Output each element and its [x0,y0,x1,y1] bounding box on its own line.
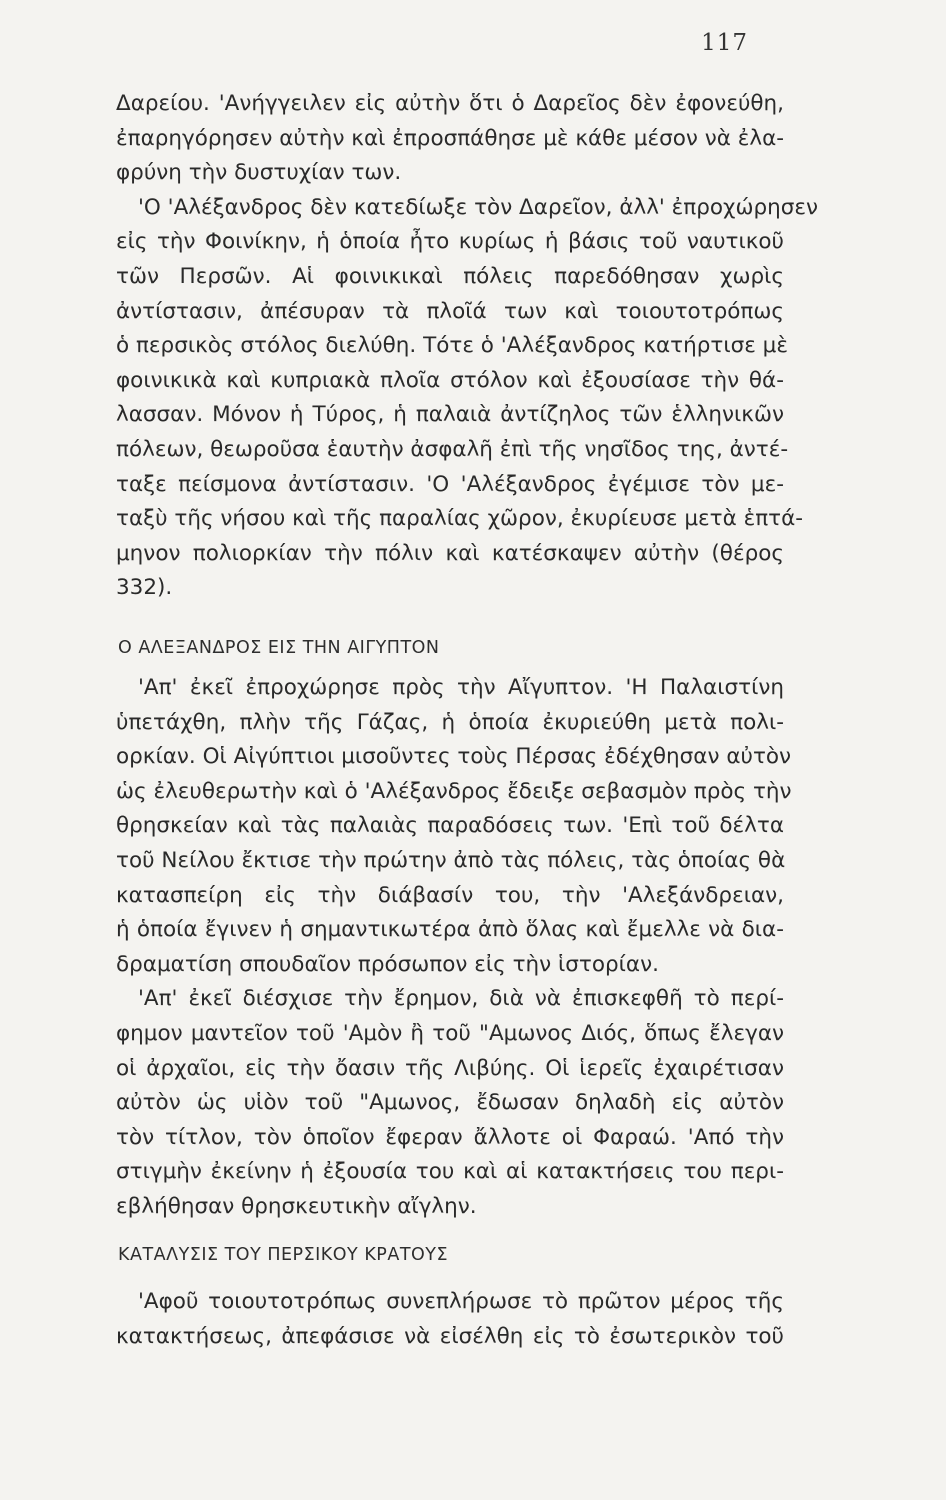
text-line: εἰς τὴν Φοινίκην, ἡ ὁποία ἦτο κυρίως ἡ βάσις τοῦ ναυτικοῦ [116,229,784,255]
text-line: ορκίαν. Οἱ Αἰγύπτιοι μισοῦντες τοὺς Πέρσας ἐδέχθησαν αὐτὸν [116,744,792,770]
text-line: κατασπείρη εἰς τὴν διάβασίν του, τὴν 'Αλεξάνδρειαν, [116,882,784,908]
text-line: ἀντίστασιν, ἀπέσυραν τὰ πλοῖά των καὶ τοιουτοτρόπως [116,298,784,324]
text-line: φημον μαντεῖον τοῦ 'Αμὸν ἢ τοῦ "Αμωνος Διός, ὅπως ἔλεγαν [116,1020,784,1046]
text-line: δραματίση σπουδαῖον πρόσωπον εἰς τὴν ἱστορίαν. [116,951,659,977]
text-line: κατακτήσεως, ἀπεφάσισε νὰ εἰσέλθη εἰς τὸ ἐσωτερικὸν τοῦ [116,1323,784,1349]
paragraph-block-1 [116,87,819,606]
text-line: λασσαν. Μόνον ἡ Τύρος, ἡ παλαιὰ ἀντίζηλος τῶν ἑλληνικῶν [116,402,784,428]
section-heading-persian-fall: ΚΑΤΑΛΥΣΙΣ ΤΟΥ ΠΕΡΣΙΚΟΥ ΚΡΑΤΟΥΣ [118,1245,449,1265]
text-line: φρύνη τὴν δυστυχίαν των. [116,160,402,186]
text-line: φοινικικὰ καὶ κυπριακὰ πλοῖα στόλον καὶ ἐξουσίασε τὴν θά- [116,367,784,393]
text-line: 'Ο 'Αλέξανδρος δὲν κατεδίωξε τὸν Δαρεῖον, ἀλλ' ἐπροχώρησεν [138,194,819,220]
text-line: τῶν Περσῶν. Αἱ φοινικικαὶ πόλεις παρεδόθησαν χωρὶς [116,263,784,289]
text-line: αὐτὸν ὡς υἱὸν τοῦ "Αμωνος, ἔδωσαν δηλαδὴ εἰς αὐτὸν [116,1090,784,1116]
text-line: θρησκείαν καὶ τὰς παλαιὰς παραδόσεις των. 'Επὶ τοῦ δέλτα [116,813,784,839]
text-line: πόλεων, θεωροῦσα ἑαυτὴν ἀσφαλῆ ἐπὶ τῆς νησῖδος της, ἀντέ- [116,436,789,462]
text-line: στιγμὴν ἐκείνην ἡ ἐξουσία του καὶ αἱ κατακτήσεις του περι- [116,1159,784,1185]
text-line: ταξε πείσμονα ἀντίστασιν. 'Ο 'Αλέξανδρος ἐγέμισε τὸν με- [116,471,784,497]
section-heading-egypt: Ο ΑΛΕΞΑΝΔΡΟΣ ΕΙΣ ΤΗΝ ΑΙΓΥΠΤΟΝ [118,638,440,658]
text-line: εβλήθησαν θρησκευτικὴν αἴγλην. [116,1193,477,1219]
text-line: 'Απ' ἐκεῖ διέσχισε τὴν ἔρημον, διὰ νὰ ἐπισκεφθῆ τὸ περί- [138,986,784,1012]
text-line: οἱ ἀρχαῖοι, εἰς τὴν ὄασιν τῆς Λιβύης. Οἱ ἱερεῖς ἐχαιρέτισαν [116,1055,784,1081]
paragraph-block-2 [116,671,792,1225]
text-line: Δαρείου. 'Ανήγγειλεν εἰς αὐτὴν ὅτι ὁ Δαρεῖος δὲν ἐφονεύθη, [116,91,784,116]
text-line: ἐπαρηγόρησεν αὐτὴν καὶ ἐπροσπάθησε μὲ κάθε μέσον νὰ ἐλα- [116,125,785,151]
text-line: ἡ ὁποία ἔγινεν ἡ σημαντικωτέρα ἀπὸ ὅλας καὶ ἔμελλε νὰ δια- [116,917,784,943]
text-line: 'Αφοῦ τοιουτοτρόπως συνεπλήρωσε τὸ πρῶτον μέρος τῆς [138,1289,784,1314]
text-line: ὁ περσικὸς στόλος διελύθη. Τότε ὁ 'Αλέξανδρος κατήρτισε μὲ [116,333,788,359]
text-line: 'Απ' ἐκεῖ ἐπροχώρησε πρὸς τὴν Αἴγυπτον. 'Η Παλαιστίνη [138,675,784,700]
text-line: ὡς ἐλευθερωτὴν καὶ ὁ 'Αλέξανδρος ἔδειξε σεβασμὸν πρὸς τὴν [116,778,792,804]
paragraph-block-3 [116,1285,784,1354]
text-line: ὑπετάχθη, πλὴν τῆς Γάζας, ἡ ὁποία ἐκυριεύθη μετὰ πολι- [116,709,784,735]
page-number: 117 [701,30,748,56]
text-line: 332). [116,575,173,601]
text-line: ταξὺ τῆς νήσου καὶ τῆς παραλίας χῶρον, ἐκυρίευσε μετὰ ἑπτά- [116,506,804,532]
text-line: τὸν τίτλον, τὸν ὁποῖον ἔφεραν ἄλλοτε οἱ Φαραώ. 'Από τὴν [116,1124,784,1150]
text-line: μηνον πολιορκίαν τὴν πόλιν καὶ κατέσκαψεν αὐτὴν (θέρος [116,540,784,566]
text-line: τοῦ Νείλου ἔκτισε τὴν πρώτην ἀπὸ τὰς πόλεις, τὰς ὁποίας θὰ [116,847,786,873]
